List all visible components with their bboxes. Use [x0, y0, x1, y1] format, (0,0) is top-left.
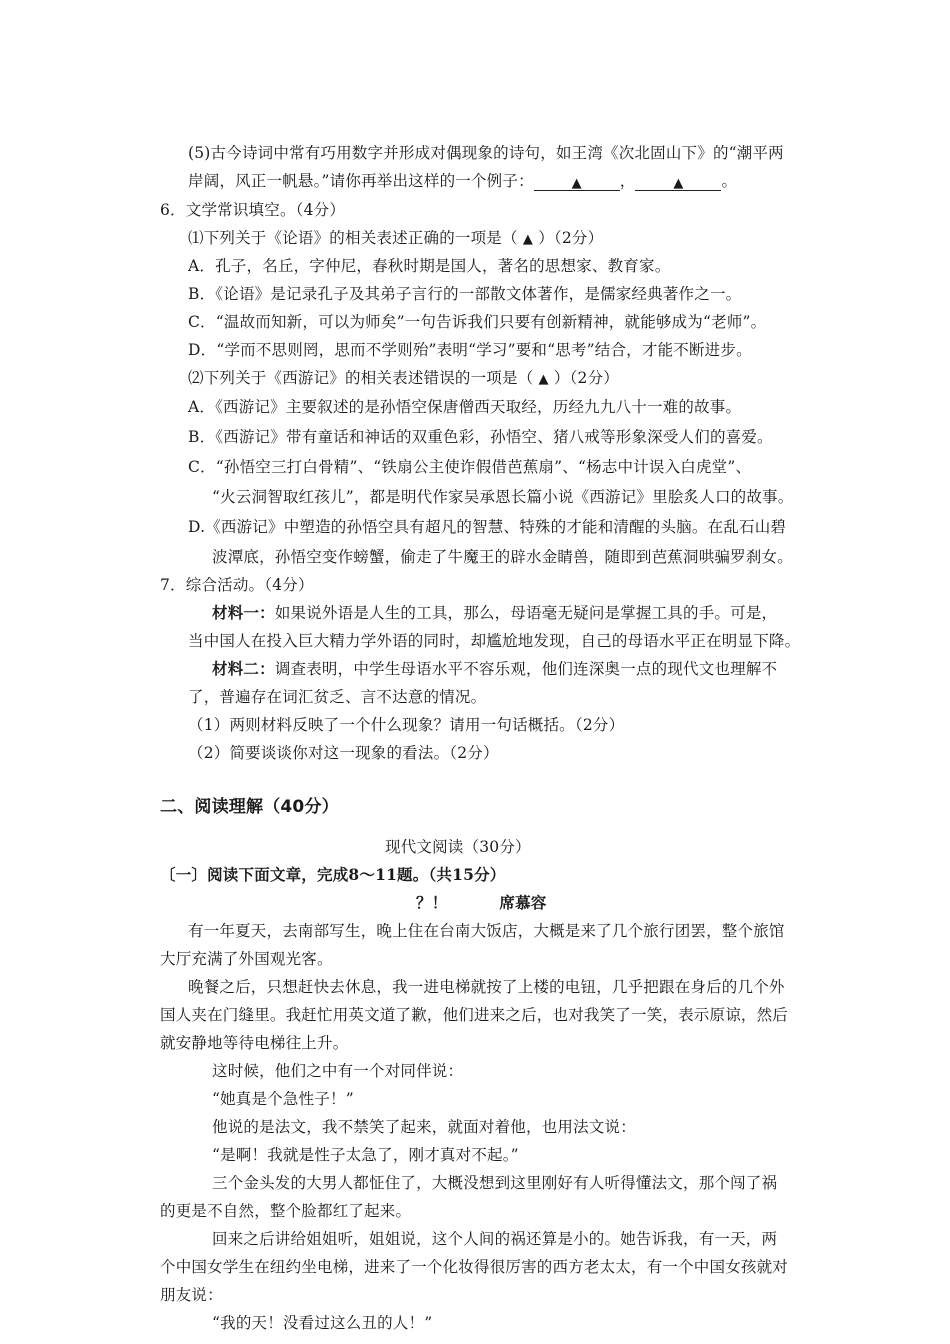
question-7-heading: 7．综合活动。（4分）	[160, 576, 314, 594]
option-b: B．《西游记》带有童话和神话的双重色彩，孙悟空、猪八戒等形象深受人们的喜爱。	[188, 428, 773, 446]
option-b: B．《论语》是记录孔子及其弟子言行的一部散文体著作，是儒家经典著作之一。	[188, 285, 742, 303]
triangle-icon: ▲	[538, 372, 549, 387]
answer-blank-2[interactable]	[635, 172, 721, 191]
material-two-cont: 了，普遍存在词汇贫乏、言不达意的情况。	[188, 688, 487, 706]
answer-blank-1[interactable]	[534, 172, 620, 191]
question-5-5-line1: (5)古今诗词中常有巧用数字并形成对偶现象的诗句，如王湾《次北固山下》的“潮平两	[188, 144, 784, 162]
option-c: C．“孙悟空三打白骨精”、“铁扇公主使诈假借芭蕉扇”、“杨志中计误入白虎堂”、	[188, 458, 752, 476]
triangle-icon: ▲	[673, 176, 684, 191]
paragraph-line: 就安静地等待电梯往上升。	[160, 1034, 349, 1052]
paragraph-line: 晚餐之后，只想赶快去休息，我一进电梯就按了上楼的电钮，几乎把跟在身后的几个外	[188, 978, 785, 996]
paragraph-line: 这时候，他们之中有一个对同伴说：	[212, 1062, 464, 1080]
paragraph-line: 国人夹在门缝里。我赶忙用英文道了歉，他们进来之后，也对我笑了一笑，表示原谅，然后	[160, 1006, 789, 1024]
question-7-2: （2）简要谈谈你对这一现象的看法。（2分）	[188, 744, 499, 762]
article-title	[416, 893, 547, 913]
paragraph-line: 有一年夏天，去南部写生，晚上住在台南大饭店，大概是来了几个旅行团罢，整个旅馆	[188, 922, 785, 940]
question-5-5-line2: 岸阔，风正一帆悬。”请你再举出这样的一个例子： ▲ ， ▲ 。	[188, 171, 737, 191]
option-c-cont: “火云洞智取红孩儿”，都是明代作家吴承恩长篇小说《西游记》里脍炙人口的故事。	[212, 488, 794, 506]
question-7-1: （1）两则材料反映了一个什么现象？请用一句话概括。（2分）	[188, 716, 625, 734]
triangle-icon: ▲	[571, 176, 582, 191]
option-d-cont: 波潭底，孙悟空变作螃蟹，偷走了牛魔王的辟水金睛兽，随即到芭蕉洞哄骗罗刹女。	[212, 548, 793, 566]
option-a: A．孔子，名丘，字仲尼，春秋时期是国人，著名的思想家、教育家。	[188, 257, 671, 275]
material-one: 材料一：如果说外语是人生的工具，那么，母语毫无疑问是掌握工具的手。可是，	[212, 603, 778, 622]
paragraph-line: “她真是个急性子！”	[212, 1090, 354, 1108]
paragraph-line: 朋友说：	[160, 1286, 223, 1304]
paragraph-line: 回来之后讲给姐姐听，姐姐说，这个人间的祸还算是小的。她告诉我，有一天，两	[212, 1230, 778, 1248]
option-a: A．《西游记》主要叙述的是孙悟空保唐僧西天取经，历经九九八十一难的故事。	[188, 398, 742, 416]
question-6-2-stem: ⑵下列关于《西游记》的相关表述错误的一项是（ ▲ ）（2分）	[188, 368, 619, 390]
paragraph-line: 的更是不自然，整个脸都红了起来。	[160, 1202, 412, 1220]
option-d: D.《西游记》中塑造的孙悟空具有超凡的智慧、特殊的才能和清醒的头脑。在乱石山碧	[188, 518, 787, 536]
option-c: C．“温故而知新，可以为师矣”一句告诉我们只要有创新精神，就能够成为“老师”。	[188, 313, 767, 331]
paragraph-line: “我的天！没看过这么丑的人！”	[212, 1314, 433, 1332]
reading-instruction: 〔一〕阅读下面文章，完成8～11题。（共15分）	[160, 865, 506, 884]
question-6-heading: 6．文学常识填空。（4分）	[160, 201, 346, 219]
paragraph-line: 大厅充满了外国观光客。	[160, 950, 333, 968]
paragraph-line: 三个金头发的大男人都怔住了，大概没想到这里刚好有人听得懂法文，那个闯了祸	[212, 1174, 778, 1192]
material-one-cont: 当中国人在投入巨大精力学外语的同时，却尴尬地发现，自己的母语水平正在明显下降。	[188, 632, 801, 650]
option-d: D．“学而不思则罔，思而不学则殆”表明“学习”要和“思考”结合，才能不断进步。	[188, 341, 752, 359]
paragraph-line: 个中国女学生在纽约坐电梯，进来了一个化妆得很厉害的西方老太太，有一个中国女孩就对	[160, 1258, 789, 1276]
subsection-heading: 现代文阅读（30分）	[385, 838, 531, 856]
paragraph-line: “是啊！我就是性子太急了，刚才真对不起。”	[212, 1146, 519, 1164]
article-title-text: ？！	[416, 893, 448, 912]
article-author: 席慕容	[499, 893, 547, 912]
paragraph-line: 他说的是法文，我不禁笑了起来，就面对着他，也用法文说：	[212, 1118, 636, 1136]
section-heading: 二、阅读理解（40分）	[160, 797, 339, 817]
triangle-icon: ▲	[522, 232, 534, 247]
question-6-1-stem: ⑴下列关于《论语》的相关表述正确的一项是（ ▲ ）（2分）	[188, 228, 603, 250]
material-two: 材料二：调查表明，中学生母语水平不容乐观，他们连深奥一点的现代文也理解不	[212, 659, 778, 678]
